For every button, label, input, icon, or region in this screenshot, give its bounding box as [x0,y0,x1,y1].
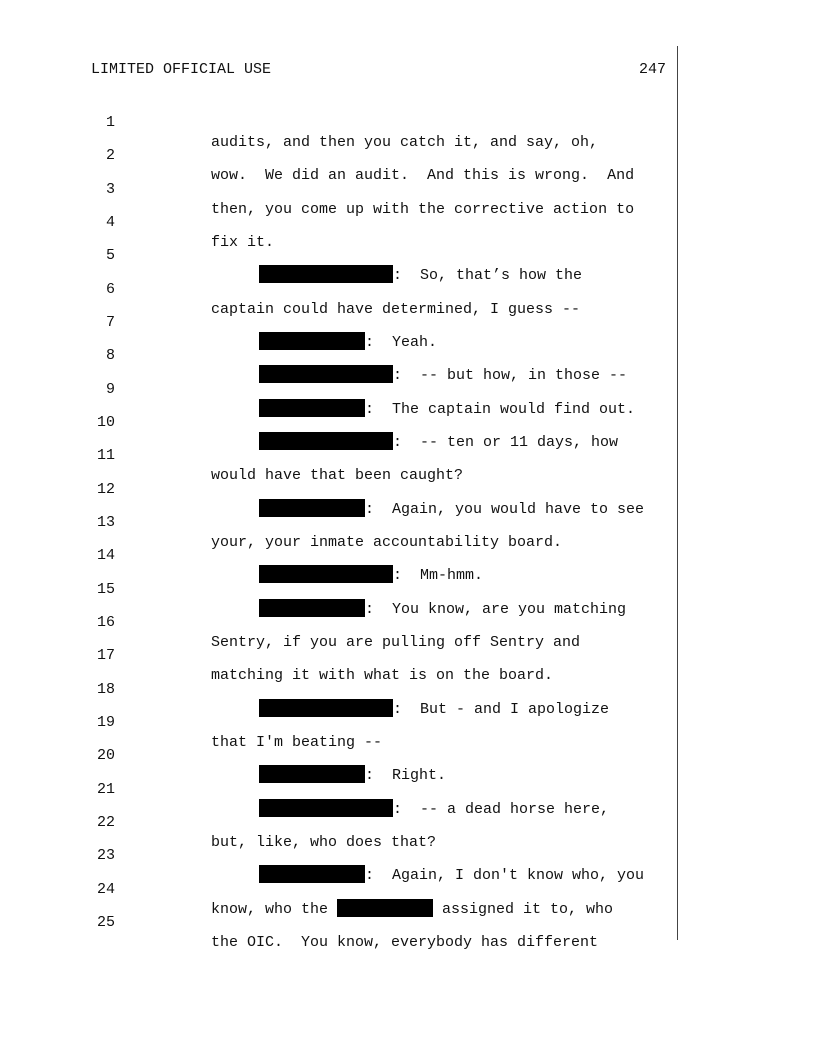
redacted-speaker-name [259,432,393,450]
line-text: : Mm-hmm. [393,567,484,584]
speaker-line [259,266,582,286]
line-text: wow. We did an audit. And this is wrong. And [211,167,635,184]
line-text: your, your inmate accountability board. [211,534,563,551]
speaker-line [259,366,627,386]
line-text: : -- a dead horse here, [393,801,610,818]
speaker-line [259,433,618,453]
line-number: 5 [105,247,115,264]
speaker-line [259,333,437,353]
line-number: 24 [96,881,115,898]
line-text: : Again, I don't know who, you [365,867,645,884]
right-margin-rule [677,46,678,940]
line-text: : -- but how, in those -- [393,367,628,384]
line-number: 19 [96,714,115,731]
line-text: : Again, you would have to see [365,501,645,518]
line-text-with-redaction [211,900,613,920]
line-text: : The captain would find out. [365,401,636,418]
line-number: 16 [96,614,115,631]
line-number: 11 [96,447,115,464]
classification-header: LIMITED OFFICIAL USE [91,61,272,78]
speaker-line [259,500,644,520]
line-text: assigned it to, who [433,901,614,918]
line-number: 14 [96,547,115,564]
line-text: captain could have determined, I guess -- [211,301,581,318]
redacted-speaker-name [259,499,365,517]
line-text: fix it. [211,234,275,251]
line-text: : Yeah. [365,334,438,351]
redacted-speaker-name [259,599,365,617]
transcript-line [0,426,464,484]
speaker-line [259,600,626,620]
page-number: 247 [638,61,666,78]
line-number: 1 [105,114,115,131]
line-number: 9 [105,381,115,398]
transcript-line [0,193,275,251]
line-number: 18 [96,681,115,698]
speaker-line [259,400,635,420]
line-text: : -- ten or 11 days, how [393,434,619,451]
line-number: 10 [96,414,115,431]
line-number: 15 [96,581,115,598]
speaker-line [259,800,609,820]
redacted-speaker-name [259,799,393,817]
line-text: then, you come up with the corrective action to [211,201,635,218]
redacted-speaker-name [259,699,393,717]
transcript-line [0,693,383,751]
transcript-line [0,93,599,151]
redacted-speaker-name [259,332,365,350]
line-text: that I'm beating -- [211,734,383,751]
redacted-speaker-name [259,365,393,383]
line-text: the OIC. You know, everybody has different [211,934,599,951]
line-number: 4 [105,214,115,231]
line-number: 2 [105,147,115,164]
line-number: 13 [96,514,115,531]
line-number: 21 [96,781,115,798]
line-number: 20 [96,747,115,764]
speaker-line [259,700,609,720]
line-number: 17 [96,647,115,664]
line-number: 25 [96,914,115,931]
line-text: : You know, are you matching [365,601,627,618]
line-text: but, like, who does that? [211,834,437,851]
line-text: would have that been caught? [211,467,464,484]
line-text: matching it with what is on the board. [211,667,554,684]
redacted-speaker-name [259,265,393,283]
redacted-speaker-name [259,565,393,583]
transcript-line [0,793,437,851]
redacted-speaker-name [259,765,365,783]
redacted-speaker-name [259,399,365,417]
line-number: 3 [105,181,115,198]
line-number: 22 [96,814,115,831]
line-number: 23 [96,847,115,864]
line-text: : So, that’s how the [393,267,583,284]
line-text: : Right. [365,767,447,784]
redacted-speaker-name [259,865,365,883]
line-number: 8 [105,347,115,364]
line-text: know, who the [211,901,338,918]
speaker-line [259,766,446,786]
speaker-line [259,866,644,886]
line-number: 7 [105,314,115,331]
line-text: audits, and then you catch it, and say, oh, [211,134,599,151]
line-number: 6 [105,281,115,298]
speaker-line [259,566,483,586]
line-text: Sentry, if you are pulling off Sentry and [211,634,581,651]
line-text: : But - and I apologize [393,701,610,718]
redacted-name [337,899,433,917]
line-number: 12 [96,481,115,498]
